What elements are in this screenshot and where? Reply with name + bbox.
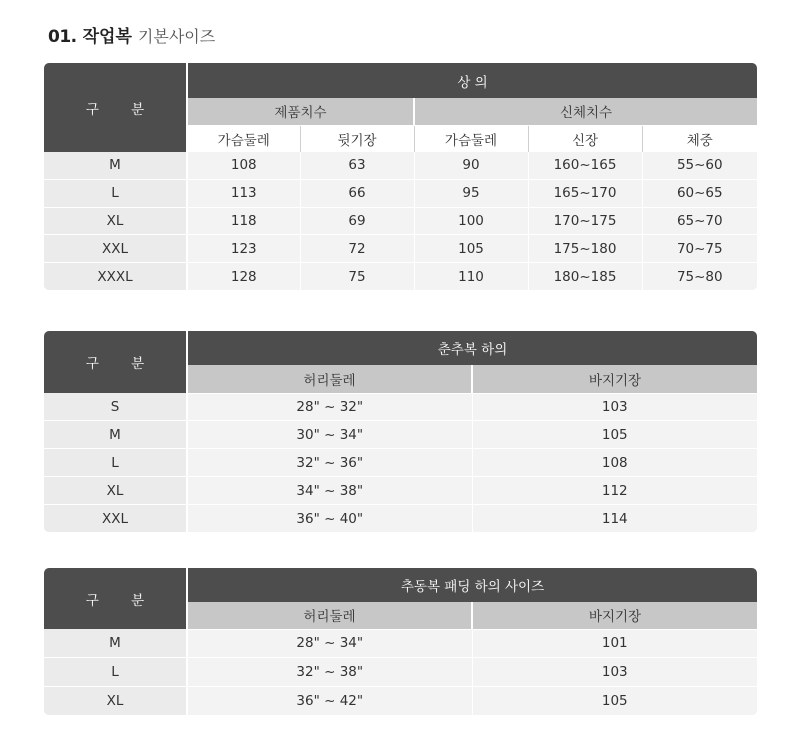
- table-cell: 170~175: [528, 207, 642, 235]
- table-cell: 70~75: [642, 235, 757, 263]
- table-row: [44, 421, 757, 449]
- table-cell: 100: [414, 207, 528, 235]
- table-cell: 165~170: [528, 179, 642, 207]
- size-label: XL: [44, 207, 187, 235]
- table-cell: 103: [472, 393, 757, 421]
- table-cell: 123: [187, 235, 300, 263]
- table-cell: 112: [472, 477, 757, 505]
- table-cell: 32" ~ 36": [187, 449, 472, 477]
- group-header: 추동복 패딩 하의 사이즈: [187, 568, 757, 602]
- column-header: 바지기장: [472, 365, 757, 393]
- table-row: [44, 629, 757, 658]
- table-cell: 95: [414, 179, 528, 207]
- column-header: 신장: [528, 125, 642, 152]
- table-cell: 160~165: [528, 152, 642, 179]
- top-size-table: [44, 63, 757, 290]
- table-cell: 63: [300, 152, 414, 179]
- subgroup-header: 신체치수: [414, 98, 757, 125]
- group-header: 춘추복 하의: [187, 331, 757, 365]
- table-cell: 101: [472, 629, 757, 658]
- size-label: XL: [44, 687, 187, 715]
- table-cell: 36" ~ 42": [187, 687, 472, 715]
- table-cell: 180~185: [528, 263, 642, 290]
- table-cell: 105: [472, 687, 757, 715]
- subgroup-header: 제품치수: [187, 98, 414, 125]
- size-label: XXL: [44, 505, 187, 532]
- heading-title: 작업복: [82, 27, 132, 47]
- table-cell: 30" ~ 34": [187, 421, 472, 449]
- table-row: [44, 263, 757, 290]
- table-row: [44, 449, 757, 477]
- table-cell: 66: [300, 179, 414, 207]
- column-header: 체중: [642, 125, 757, 152]
- size-label: XXXL: [44, 263, 187, 290]
- table-cell: 108: [187, 152, 300, 179]
- table-cell: 75~80: [642, 263, 757, 290]
- table-cell: 113: [187, 179, 300, 207]
- corner-label: 구 분: [44, 63, 187, 152]
- table-row: [44, 207, 757, 235]
- size-label: M: [44, 421, 187, 449]
- size-label: L: [44, 179, 187, 207]
- table-cell: 75: [300, 263, 414, 290]
- spring-pants-size-table: [44, 331, 757, 532]
- table-cell: 108: [472, 449, 757, 477]
- table-cell: 34" ~ 38": [187, 477, 472, 505]
- table-cell: 28" ~ 34": [187, 629, 472, 658]
- table-row: [44, 477, 757, 505]
- table-cell: 55~60: [642, 152, 757, 179]
- column-header: 바지기장: [472, 602, 757, 629]
- size-label: L: [44, 658, 187, 687]
- table-cell: 110: [414, 263, 528, 290]
- table-row: [44, 505, 757, 532]
- corner-label: 구 분: [44, 568, 187, 629]
- corner-label: 구 분: [44, 331, 187, 393]
- table-row: [44, 658, 757, 687]
- table-cell: 114: [472, 505, 757, 532]
- table-body: [44, 629, 757, 715]
- table-cell: 60~65: [642, 179, 757, 207]
- heading-number: 01.: [48, 27, 77, 47]
- column-header: 뒷기장: [300, 125, 414, 152]
- table-cell: 105: [414, 235, 528, 263]
- table-body: [44, 393, 757, 532]
- table-cell: 175~180: [528, 235, 642, 263]
- table-cell: 65~70: [642, 207, 757, 235]
- table-row: [44, 393, 757, 421]
- table-cell: 103: [472, 658, 757, 687]
- column-header: 가슴둘레: [414, 125, 528, 152]
- size-label: S: [44, 393, 187, 421]
- heading-subtitle: 기본사이즈: [137, 27, 216, 46]
- size-label: XXL: [44, 235, 187, 263]
- table-cell: 69: [300, 207, 414, 235]
- group-header: 상 의: [187, 63, 757, 98]
- table-cell: 118: [187, 207, 300, 235]
- table-row: [44, 687, 757, 715]
- table-row: [44, 152, 757, 179]
- column-header: 허리둘레: [187, 602, 472, 629]
- size-label: XL: [44, 477, 187, 505]
- size-label: L: [44, 449, 187, 477]
- winter-padding-pants-size-table: [44, 568, 757, 715]
- column-header: 가슴둘레: [187, 125, 300, 152]
- table-cell: 72: [300, 235, 414, 263]
- column-header: 허리둘레: [187, 365, 472, 393]
- table-cell: 105: [472, 421, 757, 449]
- table-cell: 128: [187, 263, 300, 290]
- table-cell: 90: [414, 152, 528, 179]
- page-heading: [48, 22, 215, 48]
- size-label: M: [44, 152, 187, 179]
- table-row: [44, 235, 757, 263]
- table-row: [44, 179, 757, 207]
- size-label: M: [44, 629, 187, 658]
- table-cell: 28" ~ 32": [187, 393, 472, 421]
- table-body: [44, 152, 757, 290]
- table-cell: 36" ~ 40": [187, 505, 472, 532]
- table-cell: 32" ~ 38": [187, 658, 472, 687]
